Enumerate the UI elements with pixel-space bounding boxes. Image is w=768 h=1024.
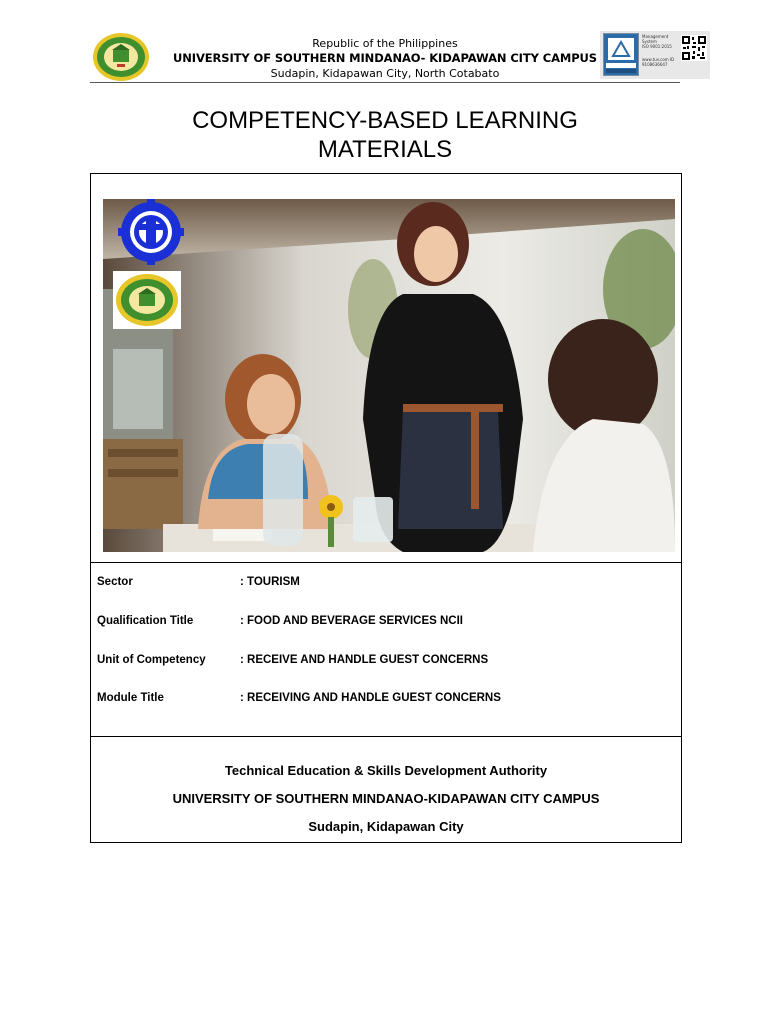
document-title: COMPETENCY-BASED LEARNING MATERIALS xyxy=(192,107,578,163)
document-header xyxy=(90,30,710,84)
university-seal-photo-icon xyxy=(113,271,181,329)
unit-value: : RECEIVE AND HANDLE GUEST CONCERNS xyxy=(240,654,489,666)
header-divider xyxy=(90,82,680,83)
qualification-label: Qualification Title xyxy=(97,615,194,627)
cover-frame xyxy=(90,173,682,843)
country-line: Republic of the Philippines xyxy=(312,37,458,50)
cover-photo xyxy=(103,199,675,552)
photo-divider xyxy=(91,562,681,563)
footer-university: UNIVERSITY OF SOUTHERN MINDANAO-KIDAPAWAN CITY CAMPUS xyxy=(172,791,600,806)
unit-label: Unit of Competency xyxy=(97,654,206,666)
module-value: : RECEIVING AND HANDLE GUEST CONCERNS xyxy=(240,692,501,704)
tuv-certification-badge xyxy=(600,31,710,79)
module-label: Module Title xyxy=(97,692,164,704)
sector-label: Sector xyxy=(97,576,133,588)
info-divider xyxy=(91,736,681,737)
footer-agency: Technical Education & Skills Development Authority xyxy=(224,763,548,778)
footer-address: Sudapin, Kidapawan City xyxy=(308,819,464,834)
sector-value: : TOURISM xyxy=(240,576,300,588)
certification-text: Management System ISO 9001:2015 www.tuv.com ID 9108636647 xyxy=(642,34,675,67)
qr-code-icon xyxy=(681,35,707,61)
university-address: Sudapin, Kidapawan City, North Cotabato xyxy=(270,67,500,80)
university-name: UNIVERSITY OF SOUTHERN MINDANAO- KIDAPAWAN CITY CAMPUS xyxy=(173,51,597,65)
qualification-value: : FOOD AND BEVERAGE SERVICES NCII xyxy=(240,615,464,627)
header-text-block xyxy=(160,36,610,81)
tuv-certification-icon xyxy=(603,33,639,76)
university-seal-icon xyxy=(92,32,150,82)
